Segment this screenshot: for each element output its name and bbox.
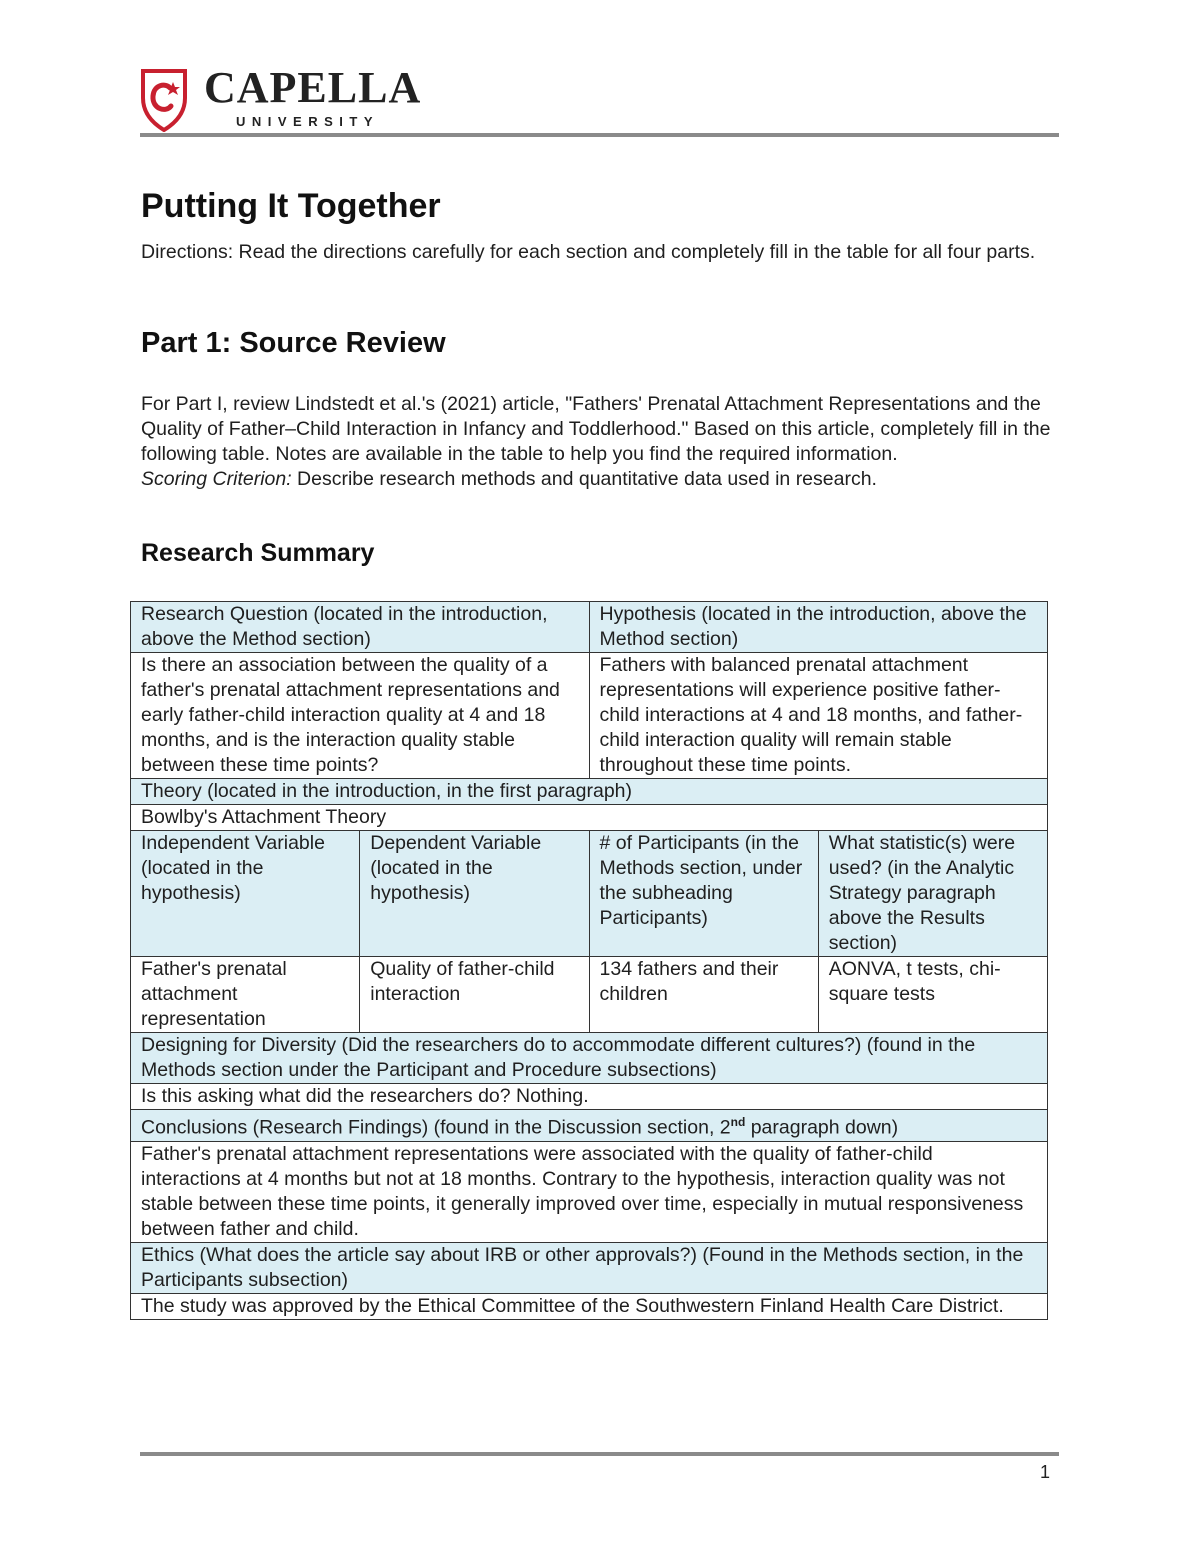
participants-header: # of Participants (in the Methods section, under the subheading Participants) bbox=[589, 831, 818, 957]
conclusions-answer: Father's prenatal attachment representations were associated with the quality of father-child interactions at 4 months but not at 18 months. Contrary to the hypothesis, interaction quality was not stable between these time points, it generally improved over time, especially in mutual responsiveness between father and child. bbox=[131, 1141, 1048, 1242]
part1-intro-block bbox=[141, 392, 1061, 492]
table-row bbox=[131, 1242, 1048, 1293]
hypothesis-header: Hypothesis (located in the introduction, above the Method section) bbox=[589, 602, 1048, 653]
research-summary-table bbox=[130, 601, 1048, 1320]
brand-subtitle: UNIVERSITY bbox=[236, 114, 380, 129]
participants-answer: 134 fathers and their children bbox=[589, 957, 818, 1033]
conclusions-header-post: paragraph down) bbox=[745, 1116, 899, 1139]
directions-text: Directions: Read the directions carefully for each section and completely fill in the table for all four parts. bbox=[141, 241, 1036, 263]
table-row bbox=[131, 831, 1048, 957]
ethics-header: Ethics (What does the article say about IRB or other approvals?) (Found in the Methods section, in the Participants subsection) bbox=[131, 1242, 1048, 1293]
statistics-answer: AONVA, t tests, chi-square tests bbox=[818, 957, 1047, 1033]
independent-variable-answer: Father's prenatal attachment representation bbox=[131, 957, 360, 1033]
part1-intro: For Part I, review Lindstedt et al.'s (2021) article, "Fathers' Prenatal Attachment Representations and the Quality of Father–Child Interaction in Infancy and Toddlerhood." Based on this article, completely fill in the following table. Notes are available in the table to help you find the required information. bbox=[141, 393, 1051, 465]
brand-name: CAPELLA bbox=[204, 63, 422, 112]
conclusions-header-sup: nd bbox=[730, 1115, 746, 1129]
table-row bbox=[131, 1110, 1048, 1142]
diversity-header: Designing for Diversity (Did the researchers do to accommodate different cultures?) (found in the Methods section under the Participant and Procedure subsections) bbox=[131, 1033, 1048, 1084]
table-row bbox=[131, 1033, 1048, 1084]
independent-variable-header: Independent Variable (located in the hypothesis) bbox=[131, 831, 360, 957]
page-title: Putting It Together bbox=[141, 187, 441, 225]
table-row bbox=[131, 1084, 1048, 1110]
conclusions-header-pre: Conclusions (Research Findings) (found in the Discussion section, 2 bbox=[141, 1116, 731, 1139]
dependent-variable-header: Dependent Variable (located in the hypothesis) bbox=[360, 831, 589, 957]
research-question-answer: Is there an association between the quality of a father's prenatal attachment representations and early father-child interaction quality at 4 and 18 months, and is the interaction quality stable between these time points? bbox=[131, 653, 590, 779]
theory-answer: Bowlby's Attachment Theory bbox=[131, 805, 1048, 831]
conclusions-header bbox=[131, 1110, 1048, 1142]
table-row bbox=[131, 805, 1048, 831]
table-row bbox=[131, 602, 1048, 653]
ethics-answer: The study was approved by the Ethical Committee of the Southwestern Finland Health Care District. bbox=[131, 1293, 1048, 1319]
research-summary-heading: Research Summary bbox=[141, 539, 375, 567]
diversity-answer: Is this asking what did the researchers do? Nothing. bbox=[131, 1084, 1048, 1110]
research-question-header: Research Question (located in the introduction, above the Method section) bbox=[131, 602, 590, 653]
table-row bbox=[131, 653, 1048, 779]
page-number: 1 bbox=[1040, 1462, 1051, 1482]
statistics-header: What statistic(s) were used? (in the Analytic Strategy paragraph above the Results section) bbox=[818, 831, 1047, 957]
hypothesis-answer: Fathers with balanced prenatal attachment representations will experience positive father-child interactions at 4 and 18 months, and father-child interaction quality will remain stable throughout these time points. bbox=[589, 653, 1048, 779]
shield-logo-icon bbox=[140, 68, 188, 132]
scoring-criterion-text: Describe research methods and quantitative data used in research. bbox=[291, 468, 877, 490]
table-row bbox=[131, 957, 1048, 1033]
theory-header: Theory (located in the introduction, in the first paragraph) bbox=[131, 779, 1048, 805]
table-row bbox=[131, 779, 1048, 805]
table-row bbox=[131, 1293, 1048, 1319]
scoring-criterion-label: Scoring Criterion: bbox=[141, 468, 292, 490]
table-row bbox=[131, 1141, 1048, 1242]
footer-rule bbox=[140, 1452, 1059, 1456]
part1-heading: Part 1: Source Review bbox=[141, 327, 446, 359]
dependent-variable-answer: Quality of father-child interaction bbox=[360, 957, 589, 1033]
header-rule bbox=[140, 133, 1059, 137]
